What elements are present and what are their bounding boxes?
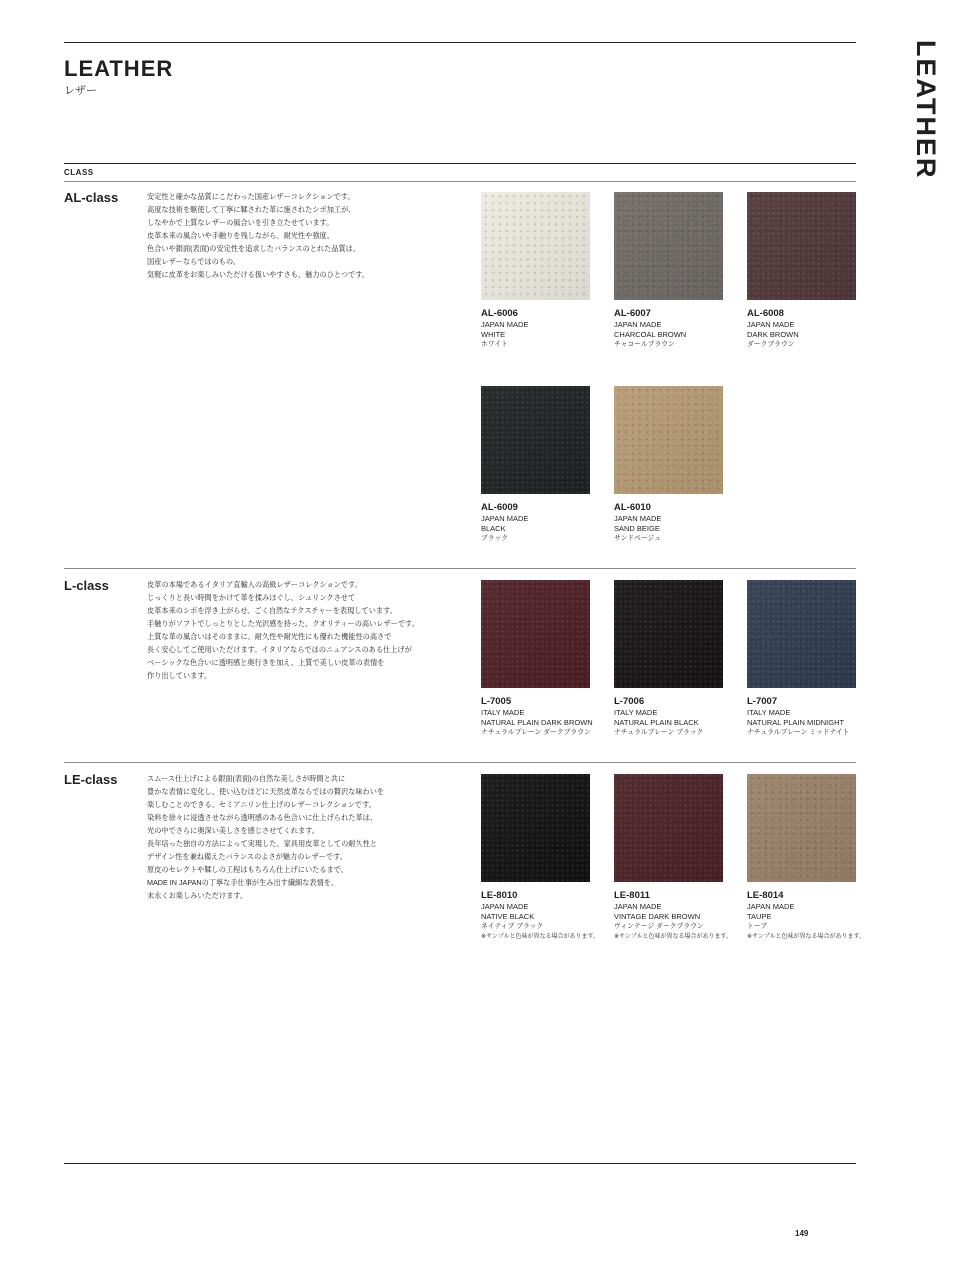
- description-line: 色合いや銀面(表面)の安定性を追求したバランスのとれた品質は、: [147, 244, 361, 253]
- color-name-en: NATURAL PLAIN MIDNIGHT: [747, 718, 845, 727]
- description-line: スムース仕上げによる銀面(表面)の自然な美しさが時間と共に: [147, 774, 346, 783]
- description-line: MADE IN JAPANの丁寧な手仕事が生み出す繊細な表情を、: [147, 878, 339, 887]
- description-line: 皮革の本場であるイタリア直輸入の高級レザーコレクションです。: [147, 580, 362, 589]
- leather-chip: [614, 774, 723, 882]
- product-origin: JAPAN MADE: [481, 514, 529, 523]
- color-name-en: CHARCOAL BROWN: [614, 330, 687, 339]
- description-line: 気軽に皮革をお楽しみいただける扱いやすさも、魅力のひとつです。: [147, 270, 370, 279]
- color-name-en: SAND BEIGE: [614, 524, 660, 533]
- class-divider: [64, 181, 856, 182]
- color-name-jp: ダークブラウン: [747, 341, 795, 348]
- leather-chip: [747, 774, 856, 882]
- section-divider: [64, 762, 856, 763]
- leather-chip: [747, 580, 856, 688]
- swatch-al-6007: [614, 192, 744, 350]
- color-note: ※サンプルと色味が異なる場合があります。: [481, 934, 600, 940]
- color-name-jp: ブラック: [481, 535, 509, 542]
- description-line: 皮革本来の風合いや手触りを残しながら、耐光性や強度、: [147, 231, 334, 240]
- product-code: LE-8010: [481, 890, 518, 901]
- color-name-en: NATURAL PLAIN DARK BROWN: [481, 718, 593, 727]
- product-code: AL-6009: [481, 502, 518, 513]
- color-name-jp: トープ: [747, 923, 768, 930]
- leather-chip: [614, 192, 723, 300]
- description-line: 原皮のセレクトや鞣しの工程はもちろん仕上げにいたるまで、: [147, 865, 348, 874]
- description-line: 上質な革の風合いはそのままに、耐久性や耐光性にも優れた機能性の高さで: [147, 632, 392, 641]
- class-rule: [64, 163, 856, 164]
- leather-chip: [481, 580, 590, 688]
- page-subtitle: レザー: [64, 85, 97, 97]
- color-note: ※サンプルと色味が異なる場合があります。: [614, 934, 733, 940]
- description-line: 作り出しています。: [147, 671, 212, 680]
- swatch-al-6008: [747, 192, 877, 350]
- description-line: 豊かな表情に変化し、使い込むほどに天然皮革ならではの贅沢な味わいを: [147, 787, 385, 796]
- color-name-en: DARK BROWN: [747, 330, 799, 339]
- product-origin: JAPAN MADE: [481, 902, 529, 911]
- bottom-rule: [64, 1163, 856, 1164]
- swatch-le-8011: [614, 774, 744, 942]
- color-name-en: TAUPE: [747, 912, 772, 921]
- leather-chip: [481, 774, 590, 882]
- section-description: [147, 190, 447, 281]
- color-name-jp: ナチュラルプレーン ブラック: [614, 729, 704, 736]
- product-origin: JAPAN MADE: [747, 902, 795, 911]
- product-code: LE-8014: [747, 890, 784, 901]
- product-origin: ITALY MADE: [481, 708, 525, 717]
- color-name-jp: サンドベージュ: [614, 535, 661, 542]
- section-name: AL-class: [64, 190, 119, 205]
- page-title: LEATHER: [64, 56, 174, 81]
- section-description: [147, 578, 447, 682]
- product-origin: JAPAN MADE: [747, 320, 795, 329]
- description-line: 長年培った独自の方法によって実現した、家具用皮革としての耐久性と: [147, 839, 378, 848]
- description-line: じっくりと長い時間をかけて革を揉みほぐし、シュリンクさせて: [147, 593, 356, 602]
- color-name-jp: ネイティブ ブラック: [481, 923, 544, 930]
- product-code: AL-6010: [614, 502, 651, 513]
- description-line: 末永くお楽しみいただけます。: [147, 891, 248, 900]
- product-origin: ITALY MADE: [614, 708, 658, 717]
- color-name-en: NATIVE BLACK: [481, 912, 535, 921]
- section-description: [147, 772, 447, 902]
- product-origin: JAPAN MADE: [614, 320, 662, 329]
- color-name-jp: ヴィンテージ ダークブラウン: [614, 923, 704, 930]
- swatch-al-6010: [614, 386, 744, 544]
- color-name-en: WHITE: [481, 330, 506, 339]
- product-code: L-7005: [481, 696, 512, 707]
- product-code: AL-6008: [747, 308, 784, 319]
- leather-chip: [747, 192, 856, 300]
- description-line: 手触りがソフトでしっとりとした光沢感を持った、クオリティーの高いレザーです。: [147, 619, 419, 628]
- description-line: 長く安心してご使用いただけます。イタリアならではのニュアンスのある仕上げが: [147, 645, 412, 654]
- description-line: 国産レザーならではのもの。: [147, 257, 241, 266]
- swatch-al-6006: [481, 192, 611, 350]
- color-name-en: BLACK: [481, 524, 506, 533]
- color-name-jp: ホワイト: [481, 341, 508, 348]
- product-code: L-7007: [747, 696, 778, 707]
- product-code: AL-6006: [481, 308, 518, 319]
- product-origin: JAPAN MADE: [614, 514, 662, 523]
- color-name-jp: ナチュラルプレーン ダークブラウン: [481, 729, 591, 736]
- section-divider: [64, 568, 856, 569]
- leather-chip: [481, 386, 590, 494]
- description-line: デザイン性を兼ね備えたバランスのよさが魅力のレザーです。: [147, 852, 347, 861]
- product-code: AL-6007: [614, 308, 651, 319]
- description-line: ベーシックな色合いに透明感と奥行きを加え、上質で美しい皮革の表情を: [147, 658, 385, 667]
- description-line: 安定性と確かな品質にこだわった国産レザーコレクションです。: [147, 192, 355, 201]
- section-name: LE-class: [64, 772, 118, 787]
- color-name-en: VINTAGE DARK BROWN: [614, 912, 701, 921]
- color-name-jp: チャコールブラウン: [614, 341, 675, 348]
- top-rule: [64, 42, 856, 43]
- description-line: 楽しむことのできる、セミアニリン仕上げのレザーコレクションです。: [147, 800, 376, 809]
- product-origin: ITALY MADE: [747, 708, 791, 717]
- leather-chip: [614, 386, 723, 494]
- color-name-jp: ナチュラルプレーン ミッドナイト: [747, 729, 850, 736]
- description-line: 光の中でさらに奥深い美しさを感じさせてくれます。: [147, 826, 319, 835]
- description-line: 皮革本来のシボを浮き上がらせ、ごく自然なテクスチャーを表現しています。: [147, 606, 397, 615]
- description-line: 染料を徐々に浸透させながら透明感のある色合いに仕上げられた革は、: [147, 813, 378, 822]
- product-code: LE-8011: [614, 890, 650, 901]
- class-label: CLASS: [64, 168, 94, 177]
- swatch-l-7005: [481, 580, 611, 738]
- product-origin: JAPAN MADE: [614, 902, 662, 911]
- description-line: 高度な技術を駆使して丁寧に鞣された革に施されたシボ加工が、: [147, 205, 356, 214]
- swatch-le-8014: [747, 774, 877, 942]
- swatch-l-7006: [614, 580, 744, 738]
- swatch-al-6009: [481, 386, 611, 544]
- leather-chip: [481, 192, 590, 300]
- swatch-le-8010: [481, 774, 611, 942]
- product-code: L-7006: [614, 696, 645, 707]
- swatch-l-7007: [747, 580, 877, 738]
- page-number: 149: [795, 1229, 809, 1238]
- color-name-en: NATURAL PLAIN BLACK: [614, 718, 699, 727]
- section-name: L-class: [64, 578, 109, 593]
- description-line: しなやかで上質なレザーの風合いを引き立たせています。: [147, 218, 334, 227]
- color-note: ※サンプルと色味が異なる場合があります。: [747, 934, 866, 940]
- side-title: LEATHER: [911, 40, 941, 180]
- leather-chip: [614, 580, 723, 688]
- product-origin: JAPAN MADE: [481, 320, 529, 329]
